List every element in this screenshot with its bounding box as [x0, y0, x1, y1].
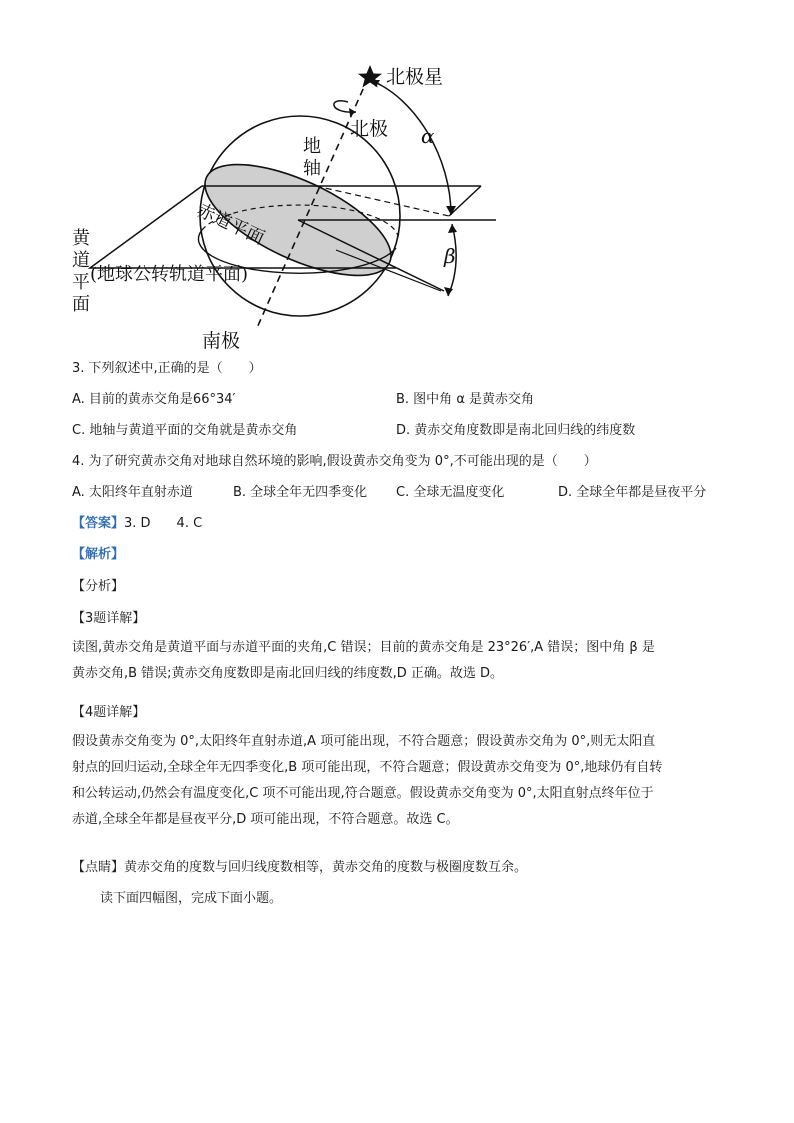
q3-option-d: D. 黄赤交角度数即是南北回归线的纬度数 — [396, 423, 636, 438]
answer-tag: 【答案】 — [72, 516, 125, 531]
ecliptic-plane-right-edge — [449, 186, 481, 216]
ecliptic-char-3: 平 — [72, 272, 90, 293]
alpha-label: α — [421, 124, 435, 148]
q4-detail-tag: 【4题详解】 — [72, 705, 146, 720]
ecliptic-char-1: 黄 — [72, 228, 90, 249]
ecliptic-char-2: 道 — [72, 250, 90, 271]
earth-axis-diagram — [66, 58, 536, 358]
q4-detail-line: 和公转运动,仍然会有温度变化,C 项不可能出现,符合题意。假设黄赤交角变为 0°,太阳直射点终年位于 — [72, 786, 654, 801]
q4-detail-line: 假设黄赤交角变为 0°,太阳终年直射赤道,A 项可能出现，不符合题意；假设黄赤交角为 0°,则无太阳直 — [72, 734, 656, 749]
dianjing-line — [72, 859, 527, 877]
q4-option-d: D. 全球全年都是昼夜平分 — [558, 485, 707, 500]
beta-label: β — [444, 244, 456, 268]
diagram-drawing — [66, 58, 536, 358]
beta-arrow-top-icon — [448, 224, 457, 233]
q3-detail-line: 读图,黄赤交角是黄道平面与赤道平面的夹角,C 错误；目前的黄赤交角是 23°26′,A 错误；图中角 β 是 — [72, 640, 655, 655]
ecliptic-char-4: 面 — [72, 294, 90, 315]
analysis-tag: 【解析】 — [72, 547, 125, 562]
q3-detail-tag: 【3题详解】 — [72, 611, 146, 626]
q4-detail-line: 射点的回归运动,全球全年无四季变化,B 项可能出现，不符合题意；假设黄赤交角变为 0°,地球仍有自转 — [72, 760, 663, 775]
south-pole-label: 南极 — [202, 330, 241, 352]
q3-option-c: C. 地轴与黄道平面的交角就是黄赤交角 — [72, 423, 298, 438]
north-pole-label: 北极 — [350, 118, 389, 140]
axis-label-1: 地 — [303, 136, 321, 157]
q4-detail-line: 赤道,全球全年都是昼夜平分,D 项可能出现，不符合题意。故选 C。 — [72, 812, 459, 827]
question-4-stem: 4. 为了研究黄赤交角对地球自然环境的影响,假设黄赤交角变为 0°,不可能出现的是（ ） — [72, 454, 597, 469]
q4-option-b: B. 全球全年无四季变化 — [233, 485, 368, 500]
fenxi-tag: 【分析】 — [72, 579, 125, 594]
next-section-intro: 读下面四幅图，完成下面小题。 — [100, 891, 283, 906]
q4-option-a: A. 太阳终年直射赤道 — [72, 485, 193, 500]
dianjing-text: 黄赤交角的度数与回归线度数相等，黄赤交角的度数与极圈度数互余。 — [124, 860, 528, 875]
alpha-arc — [370, 80, 451, 215]
q4-option-c: C. 全球无温度变化 — [396, 485, 505, 500]
q4-detail-paragraph — [72, 729, 722, 833]
q3-detail-line: 黄赤交角,B 错误;黄赤交角度数即是南北回归线的纬度数,D 正确。故选 D。 — [72, 666, 503, 681]
q3-option-a: A. 目前的黄赤交角是66°34′ — [72, 392, 236, 407]
axis-label-2: 轴 — [303, 158, 321, 179]
q3-detail-paragraph — [72, 635, 722, 687]
question-3-stem: 3. 下列叙述中,正确的是（ ） — [72, 361, 262, 376]
dianjing-tag: 【点睛】 — [72, 860, 125, 875]
polaris-label: 北极星 — [386, 66, 444, 88]
answer-text: 3. D 4. C — [124, 516, 203, 531]
ecliptic-plane-vertical-label — [72, 228, 90, 316]
q3-option-b: B. 图中角 α 是黄赤交角 — [396, 392, 535, 407]
equator-plane-label: 赤道平面 — [193, 199, 268, 250]
ecliptic-orbit-label: (地球公转轨道平面) — [90, 264, 249, 285]
answer-line — [72, 515, 202, 533]
